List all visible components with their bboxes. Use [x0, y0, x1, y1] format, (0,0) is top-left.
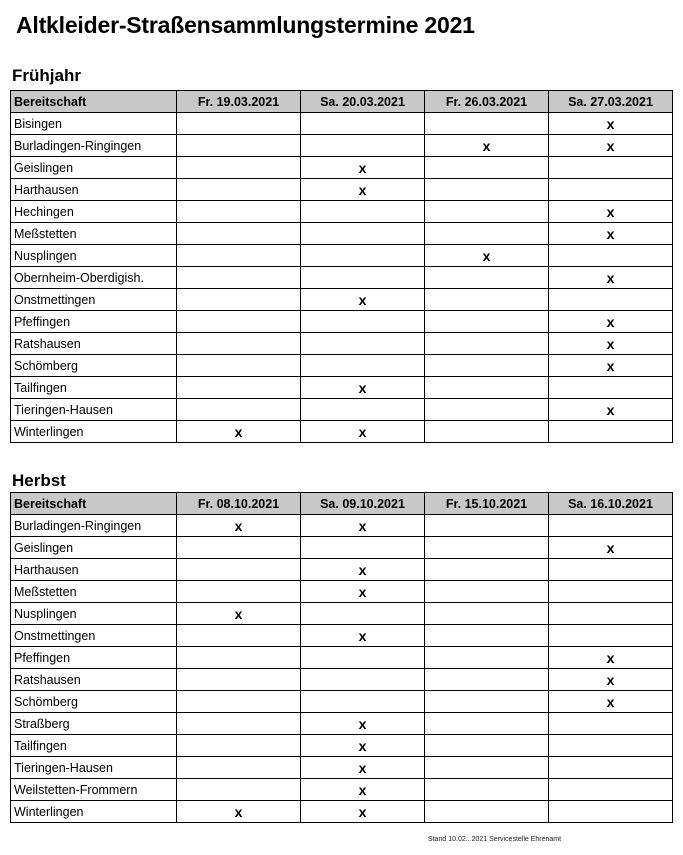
- date-mark-cell: x: [549, 691, 673, 713]
- table-row: [11, 399, 673, 421]
- date-mark-cell: [549, 377, 673, 399]
- table-row: [11, 245, 673, 267]
- date-mark-cell: x: [425, 245, 549, 267]
- date-mark-cell: [301, 355, 425, 377]
- unit-name-cell: Tieringen-Hausen: [11, 757, 177, 779]
- column-header-date: Fr. 15.10.2021: [425, 493, 549, 515]
- date-mark-cell: x: [177, 603, 301, 625]
- unit-name-cell: Schömberg: [11, 355, 177, 377]
- table-row: [11, 691, 673, 713]
- section-title-autumn: Herbst: [12, 471, 66, 490]
- date-mark-cell: x: [301, 421, 425, 443]
- date-mark-cell: [425, 267, 549, 289]
- table-row: [11, 179, 673, 201]
- date-mark-cell: [425, 223, 549, 245]
- date-mark-cell: x: [301, 581, 425, 603]
- date-mark-cell: x: [549, 113, 673, 135]
- date-mark-cell: [549, 581, 673, 603]
- unit-name-cell: Geislingen: [11, 157, 177, 179]
- date-mark-cell: [301, 647, 425, 669]
- table-header-row: [11, 493, 673, 515]
- unit-name-cell: Straßberg: [11, 713, 177, 735]
- date-mark-cell: x: [549, 311, 673, 333]
- table-row: [11, 779, 673, 801]
- date-mark-cell: [301, 113, 425, 135]
- date-mark-cell: x: [301, 735, 425, 757]
- date-mark-cell: [301, 135, 425, 157]
- date-mark-cell: [177, 669, 301, 691]
- table-row: [11, 135, 673, 157]
- unit-name-cell: Meßstetten: [11, 581, 177, 603]
- date-mark-cell: x: [549, 201, 673, 223]
- date-mark-cell: [177, 245, 301, 267]
- unit-name-cell: Pfeffingen: [11, 647, 177, 669]
- date-mark-cell: x: [301, 559, 425, 581]
- table-row: [11, 333, 673, 355]
- date-mark-cell: [549, 515, 673, 537]
- table-row: [11, 421, 673, 443]
- date-mark-cell: x: [549, 267, 673, 289]
- date-mark-cell: [549, 559, 673, 581]
- date-mark-cell: [425, 333, 549, 355]
- date-mark-cell: x: [549, 537, 673, 559]
- table-row: [11, 113, 673, 135]
- unit-name-cell: Bisingen: [11, 113, 177, 135]
- unit-name-cell: Winterlingen: [11, 421, 177, 443]
- date-mark-cell: [177, 135, 301, 157]
- date-mark-cell: [425, 779, 549, 801]
- date-mark-cell: [549, 421, 673, 443]
- date-mark-cell: [301, 399, 425, 421]
- table-row: [11, 355, 673, 377]
- date-mark-cell: [301, 223, 425, 245]
- date-mark-cell: [549, 625, 673, 647]
- unit-name-cell: Tailfingen: [11, 377, 177, 399]
- date-mark-cell: [549, 603, 673, 625]
- date-mark-cell: [177, 201, 301, 223]
- spring-schedule-table: [10, 90, 673, 443]
- date-mark-cell: x: [301, 377, 425, 399]
- date-mark-cell: [549, 289, 673, 311]
- column-header-date: Fr. 26.03.2021: [425, 91, 549, 113]
- date-mark-cell: [425, 113, 549, 135]
- date-mark-cell: [177, 735, 301, 757]
- date-mark-cell: [425, 801, 549, 823]
- date-mark-cell: [177, 157, 301, 179]
- date-mark-cell: [425, 581, 549, 603]
- date-mark-cell: [177, 559, 301, 581]
- date-mark-cell: x: [301, 157, 425, 179]
- date-mark-cell: [425, 537, 549, 559]
- date-mark-cell: [425, 691, 549, 713]
- date-mark-cell: x: [301, 757, 425, 779]
- date-mark-cell: [301, 201, 425, 223]
- date-mark-cell: [425, 201, 549, 223]
- date-mark-cell: x: [425, 135, 549, 157]
- date-mark-cell: x: [549, 223, 673, 245]
- date-mark-cell: [425, 421, 549, 443]
- unit-name-cell: Meßstetten: [11, 223, 177, 245]
- date-mark-cell: x: [549, 647, 673, 669]
- table-row: [11, 757, 673, 779]
- date-mark-cell: [177, 113, 301, 135]
- table-row: [11, 377, 673, 399]
- unit-name-cell: Pfeffingen: [11, 311, 177, 333]
- table-row: [11, 801, 673, 823]
- date-mark-cell: [177, 355, 301, 377]
- table-row: [11, 559, 673, 581]
- column-header-date: Fr. 08.10.2021: [177, 493, 301, 515]
- autumn-schedule-table: [10, 492, 673, 823]
- unit-name-cell: Weilstetten-Frommern: [11, 779, 177, 801]
- date-mark-cell: [177, 691, 301, 713]
- date-mark-cell: x: [549, 333, 673, 355]
- date-mark-cell: x: [301, 779, 425, 801]
- date-mark-cell: x: [549, 355, 673, 377]
- date-mark-cell: [301, 603, 425, 625]
- table-header-row: [11, 91, 673, 113]
- date-mark-cell: [177, 179, 301, 201]
- table-row: [11, 669, 673, 691]
- date-mark-cell: x: [301, 801, 425, 823]
- date-mark-cell: [549, 713, 673, 735]
- unit-name-cell: Onstmettingen: [11, 625, 177, 647]
- column-header-unit: Bereitschaft: [11, 493, 177, 515]
- date-mark-cell: [425, 377, 549, 399]
- column-header-date: Sa. 16.10.2021: [549, 493, 673, 515]
- date-mark-cell: [177, 757, 301, 779]
- date-mark-cell: [177, 267, 301, 289]
- unit-name-cell: Obernheim-Oberdigish.: [11, 267, 177, 289]
- date-mark-cell: [425, 603, 549, 625]
- date-mark-cell: x: [301, 625, 425, 647]
- unit-name-cell: Tailfingen: [11, 735, 177, 757]
- date-mark-cell: [177, 647, 301, 669]
- table-row: [11, 537, 673, 559]
- table-row: [11, 713, 673, 735]
- unit-name-cell: Hechingen: [11, 201, 177, 223]
- table-row: [11, 581, 673, 603]
- column-header-unit: Bereitschaft: [11, 91, 177, 113]
- unit-name-cell: Tieringen-Hausen: [11, 399, 177, 421]
- date-mark-cell: [425, 311, 549, 333]
- date-mark-cell: [425, 735, 549, 757]
- date-mark-cell: [301, 669, 425, 691]
- date-mark-cell: [425, 515, 549, 537]
- date-mark-cell: [177, 333, 301, 355]
- date-mark-cell: [301, 245, 425, 267]
- date-mark-cell: x: [549, 669, 673, 691]
- date-mark-cell: [301, 537, 425, 559]
- date-mark-cell: [301, 333, 425, 355]
- date-mark-cell: [177, 223, 301, 245]
- unit-name-cell: Harthausen: [11, 179, 177, 201]
- date-mark-cell: x: [549, 399, 673, 421]
- table-row: [11, 157, 673, 179]
- unit-name-cell: Schömberg: [11, 691, 177, 713]
- date-mark-cell: [549, 157, 673, 179]
- date-mark-cell: [425, 157, 549, 179]
- column-header-date: Sa. 09.10.2021: [301, 493, 425, 515]
- date-mark-cell: [549, 179, 673, 201]
- section-title-spring: Frühjahr: [12, 66, 81, 85]
- date-mark-cell: [549, 779, 673, 801]
- date-mark-cell: [549, 735, 673, 757]
- date-mark-cell: [549, 245, 673, 267]
- date-mark-cell: [177, 625, 301, 647]
- unit-name-cell: Harthausen: [11, 559, 177, 581]
- date-mark-cell: x: [177, 421, 301, 443]
- date-mark-cell: [425, 625, 549, 647]
- table-row: [11, 223, 673, 245]
- date-mark-cell: [301, 311, 425, 333]
- unit-name-cell: Geislingen: [11, 537, 177, 559]
- table-row: [11, 735, 673, 757]
- date-mark-cell: [177, 779, 301, 801]
- date-mark-cell: [425, 289, 549, 311]
- table-row: [11, 647, 673, 669]
- date-mark-cell: [177, 713, 301, 735]
- date-mark-cell: [177, 537, 301, 559]
- date-mark-cell: [301, 691, 425, 713]
- date-mark-cell: [549, 757, 673, 779]
- date-mark-cell: [425, 179, 549, 201]
- date-mark-cell: [177, 289, 301, 311]
- unit-name-cell: Winterlingen: [11, 801, 177, 823]
- date-mark-cell: [177, 399, 301, 421]
- date-mark-cell: x: [177, 801, 301, 823]
- unit-name-cell: Ratshausen: [11, 669, 177, 691]
- date-mark-cell: [425, 669, 549, 691]
- table-row: [11, 515, 673, 537]
- table-row: [11, 625, 673, 647]
- unit-name-cell: Ratshausen: [11, 333, 177, 355]
- date-mark-cell: [425, 399, 549, 421]
- date-mark-cell: x: [177, 515, 301, 537]
- date-mark-cell: [425, 713, 549, 735]
- table-row: [11, 289, 673, 311]
- column-header-date: Sa. 20.03.2021: [301, 91, 425, 113]
- date-mark-cell: x: [549, 135, 673, 157]
- table-row: [11, 267, 673, 289]
- unit-name-cell: Nusplingen: [11, 245, 177, 267]
- date-mark-cell: [549, 801, 673, 823]
- table-row: [11, 311, 673, 333]
- date-mark-cell: [425, 647, 549, 669]
- date-mark-cell: x: [301, 713, 425, 735]
- date-mark-cell: [425, 757, 549, 779]
- date-mark-cell: [177, 581, 301, 603]
- date-mark-cell: [301, 267, 425, 289]
- date-mark-cell: [425, 559, 549, 581]
- date-mark-cell: x: [301, 515, 425, 537]
- column-header-date: Fr. 19.03.2021: [177, 91, 301, 113]
- date-mark-cell: [177, 311, 301, 333]
- date-mark-cell: x: [301, 179, 425, 201]
- date-mark-cell: [177, 377, 301, 399]
- footer-note: Stand 10.02...2021 Servicestelle Ehrenamt: [428, 836, 562, 843]
- page-title: Altkleider-Straßensammlungstermine 2021: [16, 12, 475, 38]
- date-mark-cell: [425, 355, 549, 377]
- unit-name-cell: Nusplingen: [11, 603, 177, 625]
- column-header-date: Sa. 27.03.2021: [549, 91, 673, 113]
- unit-name-cell: Burladingen-Ringingen: [11, 135, 177, 157]
- table-row: [11, 603, 673, 625]
- unit-name-cell: Burladingen-Ringingen: [11, 515, 177, 537]
- date-mark-cell: x: [301, 289, 425, 311]
- unit-name-cell: Onstmettingen: [11, 289, 177, 311]
- table-row: [11, 201, 673, 223]
